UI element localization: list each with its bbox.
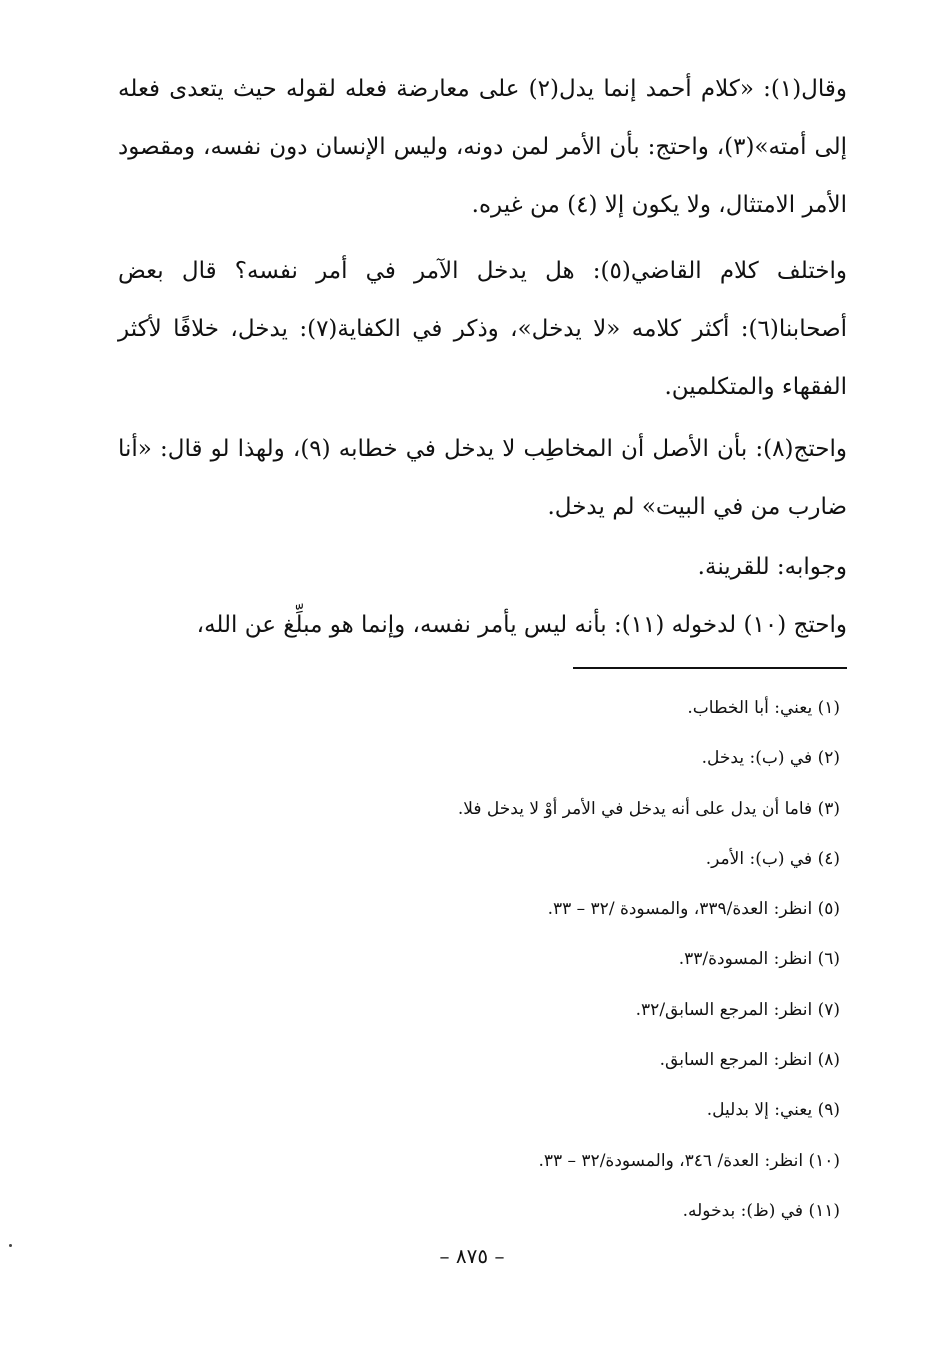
footnote-1: (١) يعني: أبا الخطاب. [687,698,840,718]
page-number: – ٨٧٥ – [439,1244,505,1268]
paragraph-1: وقال(١): «كلام أحمد إنما يدل(٢) على معارضة فعله لقوله حيث يتعدى فعله إلى أمته»(٣)، واحتج: بأن الأمر لمن دونه، وليس الإنسان دون نفسه، ومقصود الأمر الامتثال، ولا يكون إلا (٤) من غيره. [118,76,848,218]
paragraph-2: واختلف كلام القاضي(٥): هل يدخل الآمر في أمر نفسه؟ قال بعض أصحابنا(٦): أكثر كلامه «لا يدخل»، وذكر في الكفاية(٧): يدخل، خلافًا لأكثر الفقهاء والمتكلمين. [118,258,848,400]
footnote-11: (١١) في (ظ): بدخوله. [682,1200,840,1221]
footnotes-section [300,688,840,1241]
footnote-6: (٦) انظر: المسودة/٣٣. [678,949,840,970]
footnote-4: (٤) في (ب): الأمر. [705,848,840,869]
footnote-10: (١٠) انظر: العدة/ ٣٤٦، والمسودة/٣٢ – ٣٣. [538,1150,840,1171]
footnote-2: (٢) في (ب): يدخل. [701,748,840,769]
footnote-9: (٩) يعني: إلا بدليل. [706,1100,840,1121]
footnote-8: (٨) انظر: المرجع السابق. [659,1050,840,1071]
footnote-3: (٣) فاما أن يدل على أنه يدخل في الأمر أوْ لا يدخل فلا. [457,798,840,819]
footnote-7: (٧) انظر: المرجع السابق/٣٢. [635,999,840,1020]
paragraph-3: واحتج(٨): بأن الأصل أن المخاطِب لا يدخل في خطابه (٩)، ولهذا لو قال: «أنا ضارب من في البيت» لم يدخل. [118,436,847,520]
footnote-5: (٥) انظر: العدة/٣٣٩، والمسودة /٣٢ – ٣٣. [547,899,840,920]
footnote-separator [573,667,847,669]
paragraph-5: واحتج (١٠) لدخوله (١١): بأنه ليس يأمر نفسه، وإنما هو مبلِّغ عن الله، [196,612,847,638]
scan-speck [9,1244,12,1247]
paragraph-4: وجوابه: للقرينة. [697,554,847,580]
